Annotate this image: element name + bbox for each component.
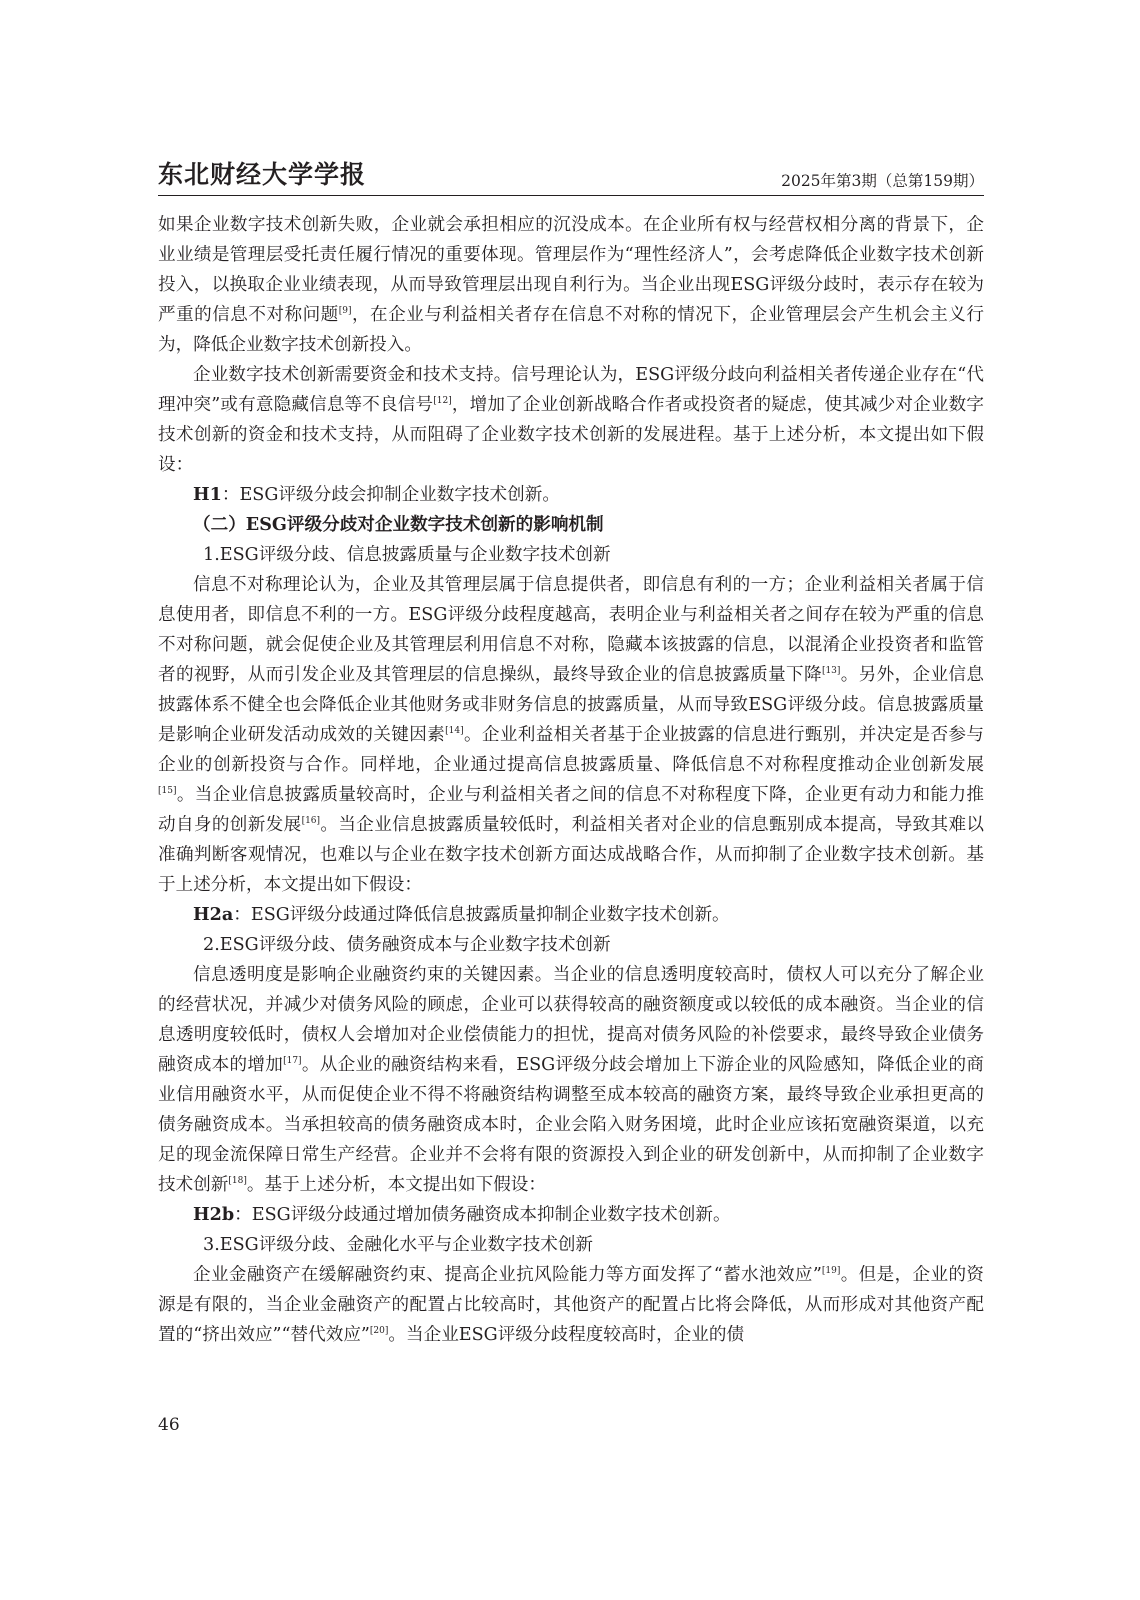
paragraph-text: ，增加了企业创新战略合作者或投资者的疑虑，使其减少对企业数字技术创新的资金和技术支持，从而阻碍了企业数字技术创新的发展进程。基于上述分析，本文提出如下假设： [158,395,984,475]
paragraph-text: 。另外，企业信息披露体系不健全也会降低企业其他财务或非财务信息的披露质量，从而导致ESG评级分歧。信息披露质量是影响企业研发活动成效的关键因素 [158,665,984,745]
hypothesis-text: ：ESG评级分歧会抑制企业数字技术创新。 [221,485,560,505]
hypothesis-label: H1 [193,484,222,505]
paragraph-text: ，在企业与利益相关者存在信息不对称的情况下，企业管理层会产生机会主义行为，降低企业数字技术创新投入。 [158,305,984,355]
journal-title: 东北财经大学学报 [158,160,367,189]
body-paragraph [158,570,984,900]
citation-ref: [19] [821,1266,841,1276]
paragraph-text: 。当企业信息披露质量较高时，企业与利益相关者之间的信息不对称程度下降，企业更有动力和能力推动自身的创新发展 [158,785,984,835]
subsection-heading: 1.ESG评级分歧、信息披露质量与企业数字技术创新 [203,545,611,565]
hypothesis-text: ：ESG评级分歧通过降低信息披露质量抑制企业数字技术创新。 [233,905,730,925]
hypothesis-label: H2b [193,1204,235,1225]
paragraph-text: 。当企业信息披露质量较低时，利益相关者对企业的信息甄别成本提高，导致其难以准确判断客观情况，也难以与企业在数字技术创新方面达成战略合作，从而抑制了企业数字技术创新。基于上述分析，本文提出如下假设： [158,815,984,895]
citation-ref: [16] [301,816,321,826]
citation-ref: [17] [283,1056,302,1066]
citation-ref: [9] [338,306,352,316]
subsection-heading: 2.ESG评级分歧、债务融资成本与企业数字技术创新 [203,935,611,955]
section-heading: （二）ESG评级分歧对企业数字技术创新的影响机制 [193,514,604,535]
body-paragraph [158,210,984,360]
hypothesis [158,480,984,510]
paragraph-text: 企业数字技术创新需要资金和技术支持。信号理论认为，ESG评级分歧向利益相关者传递企业存在“代理冲突”或有意隐藏信息等不良信号 [158,365,984,415]
paragraph-text: 如果企业数字技术创新失败，企业就会承担相应的沉没成本。在企业所有权与经营权相分离的背景下，企业业绩是管理层受托责任履行情况的重要体现。管理层作为“理性经济人”，会考虑降低企业数字技术创新投入，以换取企业业绩表现，从而导致管理层出现自利行为。当企业出现ESG评级分歧时，表示存在较为严重的信息不对称问题 [158,215,984,325]
citation-ref: [13] [821,666,841,676]
article-body [158,210,984,1350]
citation-ref: [12] [433,396,452,406]
paragraph-text: 。当企业ESG评级分歧程度较高时，企业的债 [388,1325,745,1345]
body-paragraph [158,960,984,1200]
citation-ref: [14] [445,726,464,736]
hypothesis-text: ：ESG评级分歧通过增加债务融资成本抑制企业数字技术创新。 [234,1205,731,1225]
citation-ref: [20] [369,1326,389,1336]
paragraph-text: 。从企业的融资结构来看，ESG评级分歧会增加上下游企业的风险感知，降低企业的商业信用融资水平，从而促使企业不得不将融资结构调整至成本较高的融资方案，最终导致企业承担更高的债务融资成本。当承担较高的债务融资成本时，企业会陷入财务困境，此时企业应该拓宽融资渠道，以充足的现金流保障日常生产经营。企业并不会将有限的资源投入到企业的研发创新中，从而抑制了企业数字技术创新 [158,1055,984,1195]
paragraph-text: 企业金融资产在缓解融资约束、提高企业抗风险能力等方面发挥了“蓄水池效应” [193,1265,822,1285]
hypothesis-label: H2a [193,904,234,925]
citation-ref: [15] [158,786,177,796]
body-paragraph [158,1260,984,1350]
paragraph-text: 信息透明度是影响企业融资约束的关键因素。当企业的信息透明度较高时，债权人可以充分了解企业的经营状况，并减少对债务风险的顾虑，企业可以获得较高的融资额度或以较低的成本融资。当企业的信息透明度较低时，债权人会增加对企业偿债能力的担忧，提高对债务风险的补偿要求，最终导致企业债务融资成本的增加 [158,965,984,1075]
citation-ref: [18] [228,1176,247,1186]
body-paragraph [158,360,984,480]
paragraph-text: 信息不对称理论认为，企业及其管理层属于信息提供者，即信息有利的一方；企业利益相关者属于信息使用者，即信息不利的一方。ESG评级分歧程度越高，表明企业与利益相关者之间存在较为严重的信息不对称问题，就会促使企业及其管理层利用信息不对称，隐藏本该披露的信息，以混淆企业投资者和监管者的视野，从而引发企业及其管理层的信息操纵，最终导致企业的信息披露质量下降 [158,575,984,685]
hypothesis [158,1200,984,1230]
subsection-heading: 3.ESG评级分歧、金融化水平与企业数字技术创新 [203,1235,594,1255]
paragraph-text: 。企业利益相关者基于企业披露的信息进行甄别，并决定是否参与企业的创新投资与合作。同样地，企业通过提高信息披露质量、降低信息不对称程度推动企业创新发展 [158,725,984,775]
paragraph-text: 。基于上述分析，本文提出如下假设： [246,1175,546,1195]
page-number: 46 [158,1415,180,1435]
hypothesis [158,900,984,930]
paragraph-text: 。但是，企业的资源是有限的，当企业金融资产的配置占比较高时，其他资产的配置占比将会降低，从而形成对其他资产配置的“挤出效应”“替代效应” [158,1265,984,1345]
running-header [158,155,984,195]
header-rule [158,195,984,196]
issue-info: 2025年第3期（总第159期） [781,172,984,190]
